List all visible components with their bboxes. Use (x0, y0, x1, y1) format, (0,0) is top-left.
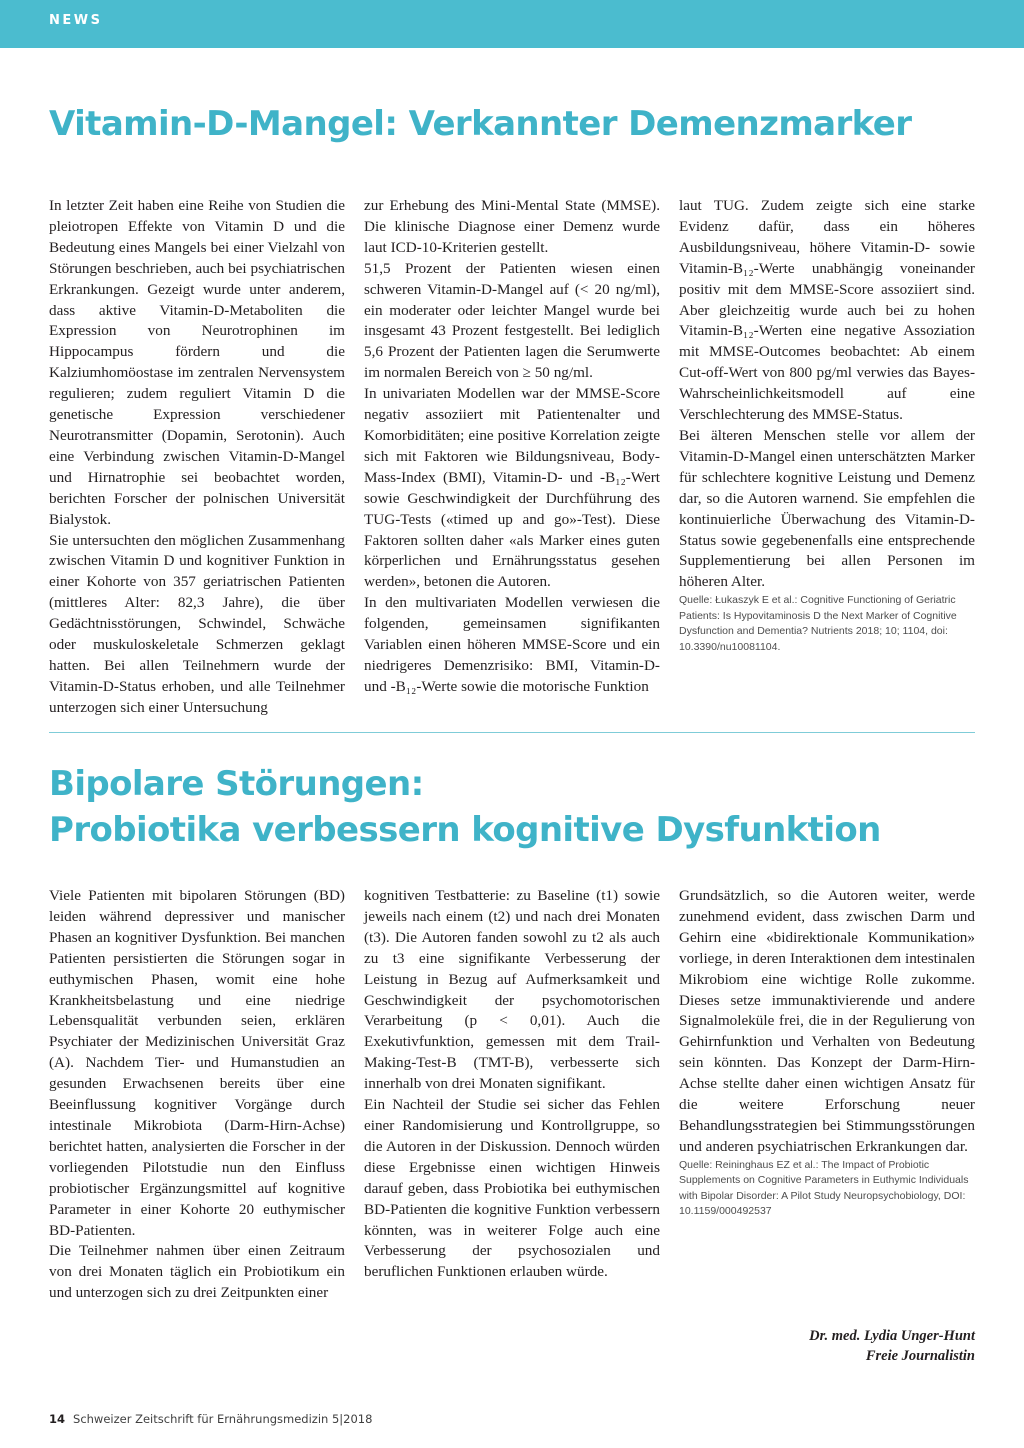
article-1-column-1 (49, 196, 345, 719)
article-1-paragraph: 51,5 Prozent der Patienten wiesen einen schweren Vitamin-D-Mangel auf (< 20 ng/ml), ein moderater oder leichter Mangel wurde bei insgesamt 43 Prozent festgestellt. Bei lediglich 5,6 Prozent der Patienten lagen die Serumwerte im normalen Bereich von ≥ 50 ng/ml. (364, 259, 660, 382)
article-2-paragraph: Die Teilnehmer nahmen über einen Zeitraum von drei Monaten täglich ein Probiotikum ein und unterzogen sich zu drei Zeitpunkten einer (49, 1242, 345, 1302)
article-2-title (49, 761, 881, 853)
article-1-title: Vitamin-D-Mangel: Verkannter Demenzmarker (49, 104, 912, 144)
author-role: Freie Journalistin (865, 1348, 975, 1364)
article-2-paragraph: Ein Nachteil der Studie sei sicher das Fehlen einer Randomisierung und Kontrollgruppe, so die Autoren in der Diskussion. Dennoch würden diese Ergebnisse einen wichtigen Hinweis darauf geben, dass Probiotika bei euthymischen BD-Patienten die kognitive Funktion verbessern könnten, was in weiterer Folge auch eine Verbesserung der psychosozialen und beruflichen Funktionen erlauben würde. (364, 1096, 660, 1281)
article-1-column-2 (364, 196, 660, 698)
article-1-column-3 (679, 196, 975, 655)
article-1-paragraph: Sie untersuchten den möglichen Zusammenhang zwischen Vitamin D und kognitiver Funktion in einer Kohorte von 357 geriatrischen Patienten (mittleres Alter: 82,3 Jahre), die über Gedächtnisstörungen, Schwindel, Schwäche oder muskuloskeletale Schmerzen geklagt hatten. Bei allen Teilnehmern wurde der Vitamin-D-Status erhoben, und alle Teilnehmer unterzogen sich einer Untersuchung (49, 531, 345, 716)
article-1-paragraph: In letzter Zeit haben eine Reihe von Studien die pleiotropen Effekte von Vitamin D und die Bedeutung eines Mangels bei einer Vielzahl von Störungen beschrieben, auch bei psychiatrischen Erkrankungen. Gezeigt wurde unter anderem, dass aktive Vitamin-D-Metaboliten die Expression von Neurotrophinen im Hippocampus fördern und die Kalziumhomöostase im zentralen Nervensystem regulieren; zudem reguliert Vitamin D die genetische Expression verschiedener Neurotransmitter (Dopamin, Serotonin). Auch eine Verbindung zwischen Vitamin-D-Mangel und Hirnatrophie sei beobachtet worden, berichten Forscher der polnischen Universität Bialystok. (49, 197, 345, 528)
page-footer (49, 1412, 372, 1426)
article-2-title-line-1: Bipolare Störungen: (49, 764, 424, 804)
article-2-source: Quelle: Reininghaus EZ et al.: The Impact of Probiotic Supplements on Cognitive Parameters in Euthymic Individuals with Bipolar Disorder: A Pilot Study Neuropsychobiology, DOI: 10.1159/000492537 (679, 1158, 969, 1218)
article-2-column-3 (679, 886, 975, 1220)
article-2-paragraph: Viele Patienten mit bipolaren Störungen (BD) leiden während depressiver und manischer Phasen an kognitiver Dysfunktion. Bei manchen Patienten persistierten die Störungen sogar in euthymischen Phasen, womit eine hohe Krankheitsbelastung und eine niedrige Lebensqualität verbunden seien, erklären Psychiater der Medizinischen Universität Graz (A). Nachdem Tier- und Humanstudien an gesunden Erwachsenen bereits über eine Beeinflussung kognitiver Vorgänge durch intestinale Mikrobiota (Darm-Hirn-Achse) berichtet hatten, analysierten die Forscher in der vorliegenden Pilotstudie nun den Einfluss probiotischer Ergänzungsmittel auf kognitive Parameter in einer Kohorte 20 euthymischer BD-Patienten. (49, 887, 345, 1239)
section-header-bar (0, 0, 1024, 48)
article-2-column-2 (364, 886, 660, 1283)
article-2-paragraph: kognitiven Testbatterie: zu Baseline (t1) sowie jeweils nach einem (t2) und nach drei Monaten (t3). Die Autoren fanden sowohl zu t2 als auch zu t3 eine signifikante Verbesserung der Leistung in Bezug auf Aufmerksamkeit und Geschwindigkeit der psychomotorischen Verarbeitung (p < 0,01). Auch die Exekutivfunktion, gemessen mit dem Trail-Making-Test-B (TMT-B), verbesserte sich innerhalb von drei Monaten signifikant. (364, 887, 660, 1093)
section-label: NEWS (49, 13, 103, 28)
article-2-paragraph: Grundsätzlich, so die Autoren weiter, werde zunehmend evident, dass zwischen Darm und Gehirn eine «bidirektionale Kommunikation» vorliege, in deren Interaktionen dem intestinalen Mikrobiom eine wichtige Rolle zukomme. Dieses setze immunaktivierende und andere Signalmoleküle frei, die in der Regulierung von Gehirnfunktion und Verhalten von Bedeutung sein könnten. Das Konzept der Darm-Hirn-Achse stellte daher einen wichtigen Ansatz für die weitere Erforschung neuer Behandlungsstrategien bei Stimmungsstörungen und anderen psychiatrischen Erkrankungen dar. (679, 887, 975, 1155)
publication-name: Schweizer Zeitschrift für Ernährungsmedizin 5|2018 (73, 1412, 373, 1426)
article-1-paragraph: Bei älteren Menschen stelle vor allem der Vitamin-D-Mangel einen unterschätzten Marker für schlechtere kognitive Leistung und Demenz dar, so die Autoren warnend. Sie empfehlen die kontinuierliche Überwachung des Vitamin-D-Status sowie gegebenenfalls eine entsprechende Supplementierung bei allen Personen im höheren Alter. (679, 426, 975, 591)
article-1-paragraph: In den multivariaten Modellen verwiesen die folgenden, gemeinsamen signifikanten Variablen einen höheren MMSE-Score und ein niedrigeres Demenzrisiko: BMI, Vitamin-D- und -B₁₂-Werte sowie die motorische Funktion (364, 594, 660, 695)
author-name: Dr. med. Lydia Unger-Hunt (809, 1328, 975, 1344)
article-1-paragraph: laut TUG. Zudem zeigte sich eine starke Evidenz dafür, dass ein höheres Ausbildungsniveau, höhere Vitamin-D- sowie Vitamin-B₁₂-Werte unabhängig voneinander positiv mit dem MMSE-Score assoziiert sind. Aber gleichzeitig wurde auch bei zu hohen Vitamin-B₁₂-Werten eine negative Assoziation mit MMSE-Outcomes beobachtet: Ab einem Cut-off-Wert von 800 pg/ml verwies das Bayes-Wahrscheinlichkeitsmodell auf eine Verschlechterung des MMSE-Status. (679, 197, 975, 424)
article-1-paragraph: In univariaten Modellen war der MMSE-Score negativ assoziiert mit Patientenalter und Komorbiditäten; eine positive Korrelation zeigte sich mit Faktoren wie Bildungsniveau, Body-Mass-Index (BMI), Vitamin-D- und -B₁₂-Wert sowie Geschwindigkeit der Durchführung des TUG-Tests («timed up and go»-Test). Diese Faktoren sollten daher «als Marker eines guten körperlichen und Ernährungsstatus gesehen werden», betonen die Autoren. (364, 385, 660, 591)
article-1-paragraph: zur Erhebung des Mini-Mental State (MMSE). Die klinische Diagnose einer Demenz wurde laut ICD-10-Kriterien gestellt. (364, 197, 660, 256)
article-2-column-1 (49, 886, 345, 1304)
author-byline (809, 1326, 975, 1366)
page-number: 14 (49, 1412, 66, 1426)
article-1-source: Quelle: Łukaszyk E et al.: Cognitive Functioning of Geriatric Patients: Is Hypovitaminosis D the Next Marker of Cognitive Dysfunction and Dementia? Nutrients 2018; 10; 1104, doi: 10.3390/nu10081104. (679, 594, 957, 653)
article-divider (49, 732, 975, 733)
article-2-title-line-2: Probiotika verbessern kognitive Dysfunktion (49, 810, 881, 850)
